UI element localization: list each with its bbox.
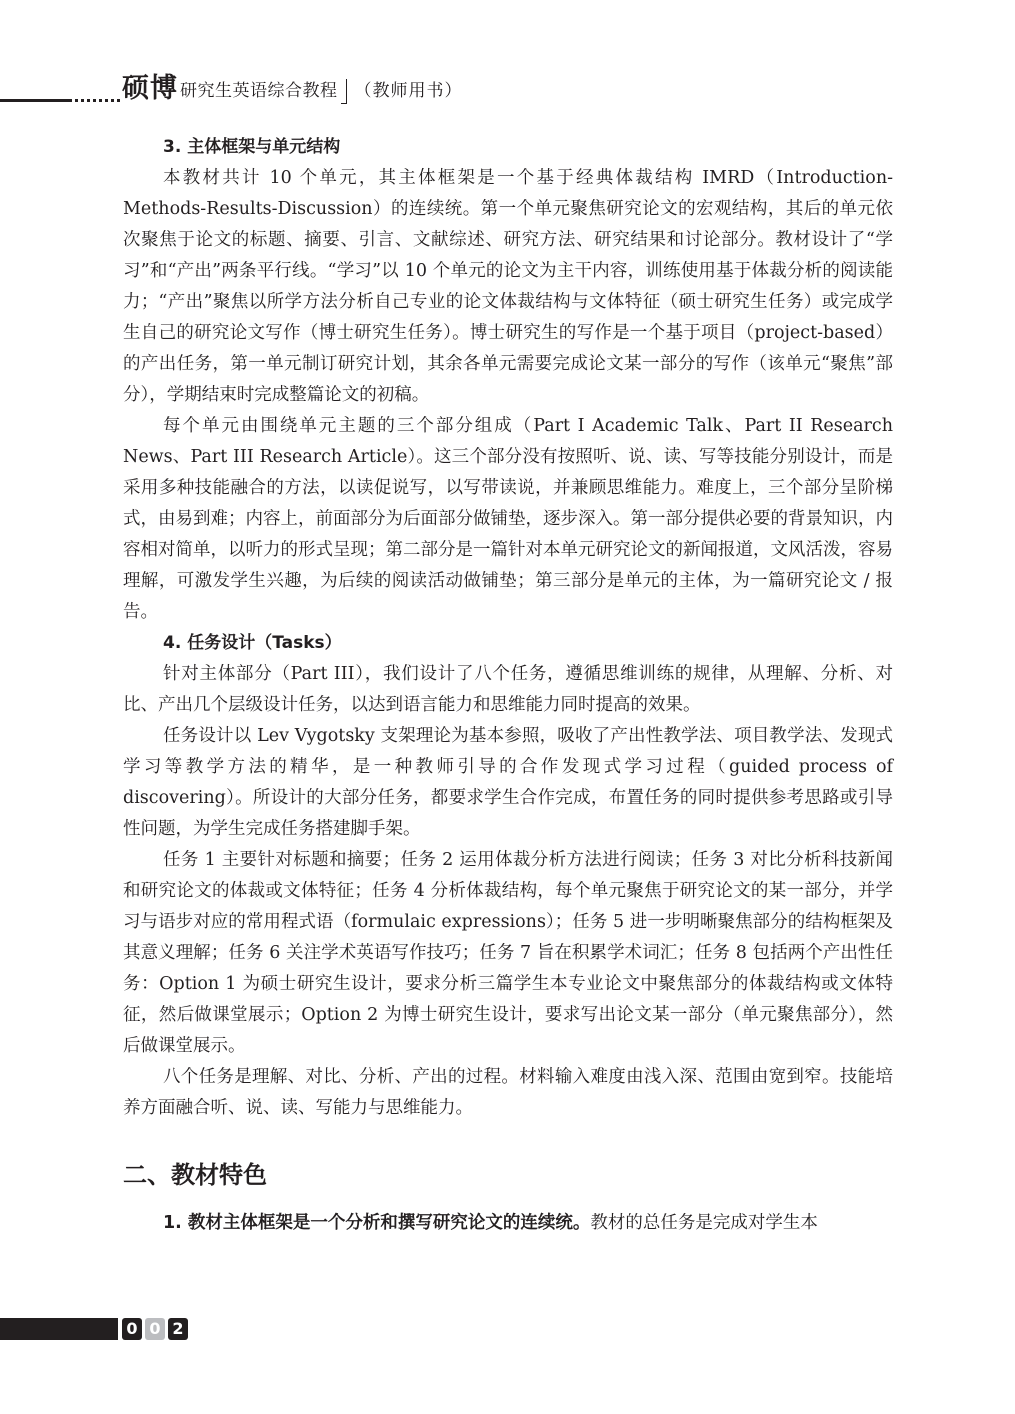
page-number: [122, 1318, 188, 1340]
paragraph: 任务 1 主要针对标题和摘要；任务 2 运用体裁分析方法进行阅读；任务 3 对比分析科技新闻和研究论文的体裁或文体特征；任务 4 分析体裁结构，每个单元聚焦于研究论文的某一部分，并学习与语步对应的常用程式语（formulaic expressions）；任务 5 进一步明晰聚焦部分的结构框架及其意义理解；任务 6 关注学术英语写作技巧；任务 7 旨在积累学术词汇；任务 8 包括两个产出性任务：Option 1 为硕士研究生设计，要求分析三篇学生本专业论文中聚焦部分的体裁结构或文体特征，然后做课堂展示；Option 2 为博士研究生设计，要求写出论文某一部分（单元聚焦部分），然后做课堂展示。: [123, 850, 893, 1056]
book-title-main: 硕博: [122, 73, 178, 104]
book-edition: （教师用书）: [354, 81, 463, 101]
paragraph: 每个单元由围绕单元主题的三个部分组成（Part I Academic Talk、Part II Research News、Part III Research Article）。这三个部分没有按照听、说、读、写等技能分别设计，而是采用多种技能融合的方法，以读促说写，以写带读说，并兼顾思维能力。难度上，三个部分呈阶梯式，由易到难；内容上，前面部分为后面部分做铺垫，逐步深入。第一部分提供必要的背景知识，内容相对简单，以听力的形式呈现；第二部分是一篇针对本单元研究论文的新闻报道，文风活泼，容易理解，可激发学生兴趣，为后续的阅读活动做铺垫；第三部分是单元的主体，为一篇研究论文 / 报告。: [123, 416, 893, 622]
page-digit: 0: [122, 1318, 142, 1340]
lead-paragraph: [123, 1208, 893, 1239]
title-bracket: [341, 79, 347, 104]
lead-text: 教材的总任务是完成对学生本: [590, 1213, 818, 1233]
paragraph: 本教材共计 10 个单元，其主体框架是一个基于经典体裁结构 IMRD（Introduction-Methods-Results-Discussion）的连续统。第一个单元聚焦研究论文的宏观结构，其后的单元依次聚焦于论文的标题、摘要、引言、文献综述、研究方法、研究结果和讨论部分。教材设计了“学习”和“产出”两条平行线。“学习”以 10 个单元的论文为主干内容，训练使用基于体裁分析的阅读能力；“产出”聚焦以所学方法分析自己专业的论文体裁结构与文体特征（硕士研究生任务）或完成学生自己的研究论文写作（博士研究生任务）。博士研究生的写作是一个基于项目（project-based）的产出任务，第一单元制订研究计划，其余各单元需要完成论文某一部分的写作（该单元“聚焦”部分），学期结束时完成整篇论文的初稿。: [123, 168, 893, 405]
book-title-sub: 研究生英语综合教程: [180, 81, 338, 101]
page-content: [123, 132, 893, 1239]
page-digit: 0: [145, 1318, 165, 1340]
paragraph: 针对主体部分（Part III），我们设计了八个任务，遵循思维训练的规律，从理解、分析、对比、产出几个层级设计任务，以达到语言能力和思维能力同时提高的效果。: [123, 664, 893, 715]
header-rule-dots: [72, 97, 120, 103]
footer-bar: [0, 1318, 118, 1340]
running-header: [122, 66, 463, 106]
section-4-heading: 4. 任务设计（Tasks）: [163, 633, 342, 653]
paragraph: 任务设计以 Lev Vygotsky 支架理论为基本参照，吸收了产出性教学法、项目教学法、发现式学习等教学方法的精华，是一种教师引导的合作发现式学习过程（guided process of discovering）。所设计的大部分任务，都要求学生合作完成，布置任务的同时提供参考思路或引导性问题，为学生完成任务搭建脚手架。: [123, 726, 893, 839]
paragraph: 八个任务是理解、对比、分析、产出的过程。材料输入难度由浅入深、范围由宽到窄。技能培养方面融合听、说、读、写能力与思维能力。: [123, 1067, 893, 1118]
section-3-heading: 3. 主体框架与单元结构: [163, 137, 341, 157]
chapter-title: 二、教材特色: [123, 1161, 267, 1189]
lead-bold-text: 1. 教材主体框架是一个分析和撰写研究论文的连续统。: [163, 1213, 591, 1233]
page-digit: 2: [168, 1318, 188, 1340]
